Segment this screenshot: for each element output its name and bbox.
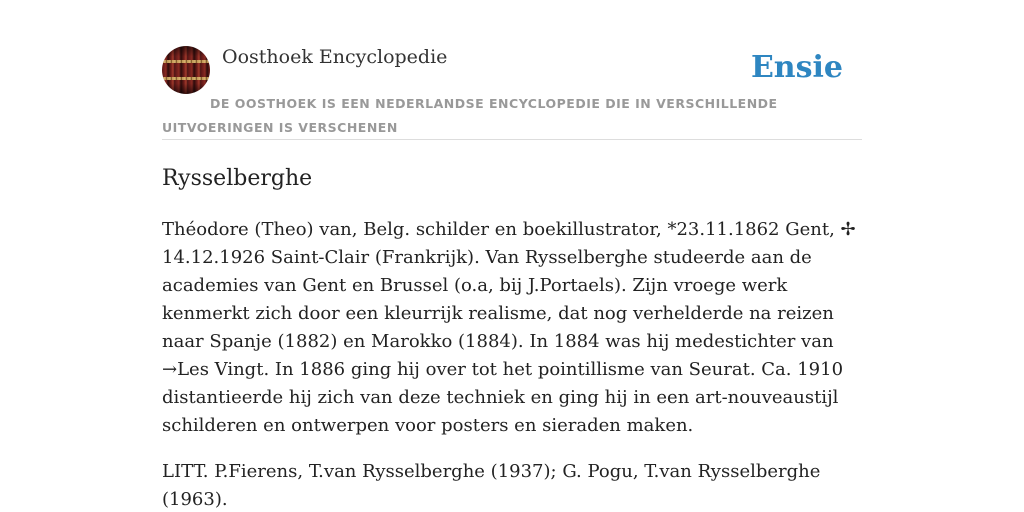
article-body-text: . In 1886 ging hij over tot het pointillisme van Seurat. Ca. 1910 distantieerde hij zich van deze techniek en ging hij in een art-nouveaustijl schilderen en ontwerpen voor posters en sieraden maken. (162, 359, 844, 436)
book-spine-band (162, 60, 210, 63)
site-header (162, 46, 862, 140)
article-title: Rysselberghe (162, 166, 313, 191)
brand-logo[interactable]: Ensie (750, 50, 843, 85)
article (162, 160, 862, 512)
site-tagline: DE OOSTHOEK IS EEN NEDERLANDSE ENCYCLOPEDIE DIE IN VERSCHILLENDE UITVOERINGEN IS VERSCHENEN (162, 96, 778, 135)
book-spine-band (162, 77, 210, 80)
cross-reference-link[interactable]: →Les Vingt (162, 359, 264, 380)
site-title[interactable]: Oosthoek Encyclopedie (222, 46, 448, 68)
literature-reference: LITT. P.Fierens, T.van Rysselberghe (1937); G. Pogu, T.van Rysselberghe (1963). (162, 461, 821, 510)
encyclopedia-books-icon[interactable] (162, 46, 210, 94)
article-body (162, 216, 862, 440)
article-body-text: Théodore (Theo) van, Belg. schilder en boekillustrator, *23.11.1862 Gent, ✢ 14.12.1926 Saint-Clair (Frankrijk). Van Rysselberghe studeerde aan de academies van Gent en Brussel (o.a, bij J.Portaels). Zijn vroege werk kenmerkt zich door een kleurrijk realisme, dat nog verhelderde na reizen naar Spanje (1882) en Marokko (1884). In 1884 was hij medestichter van (162, 219, 856, 352)
